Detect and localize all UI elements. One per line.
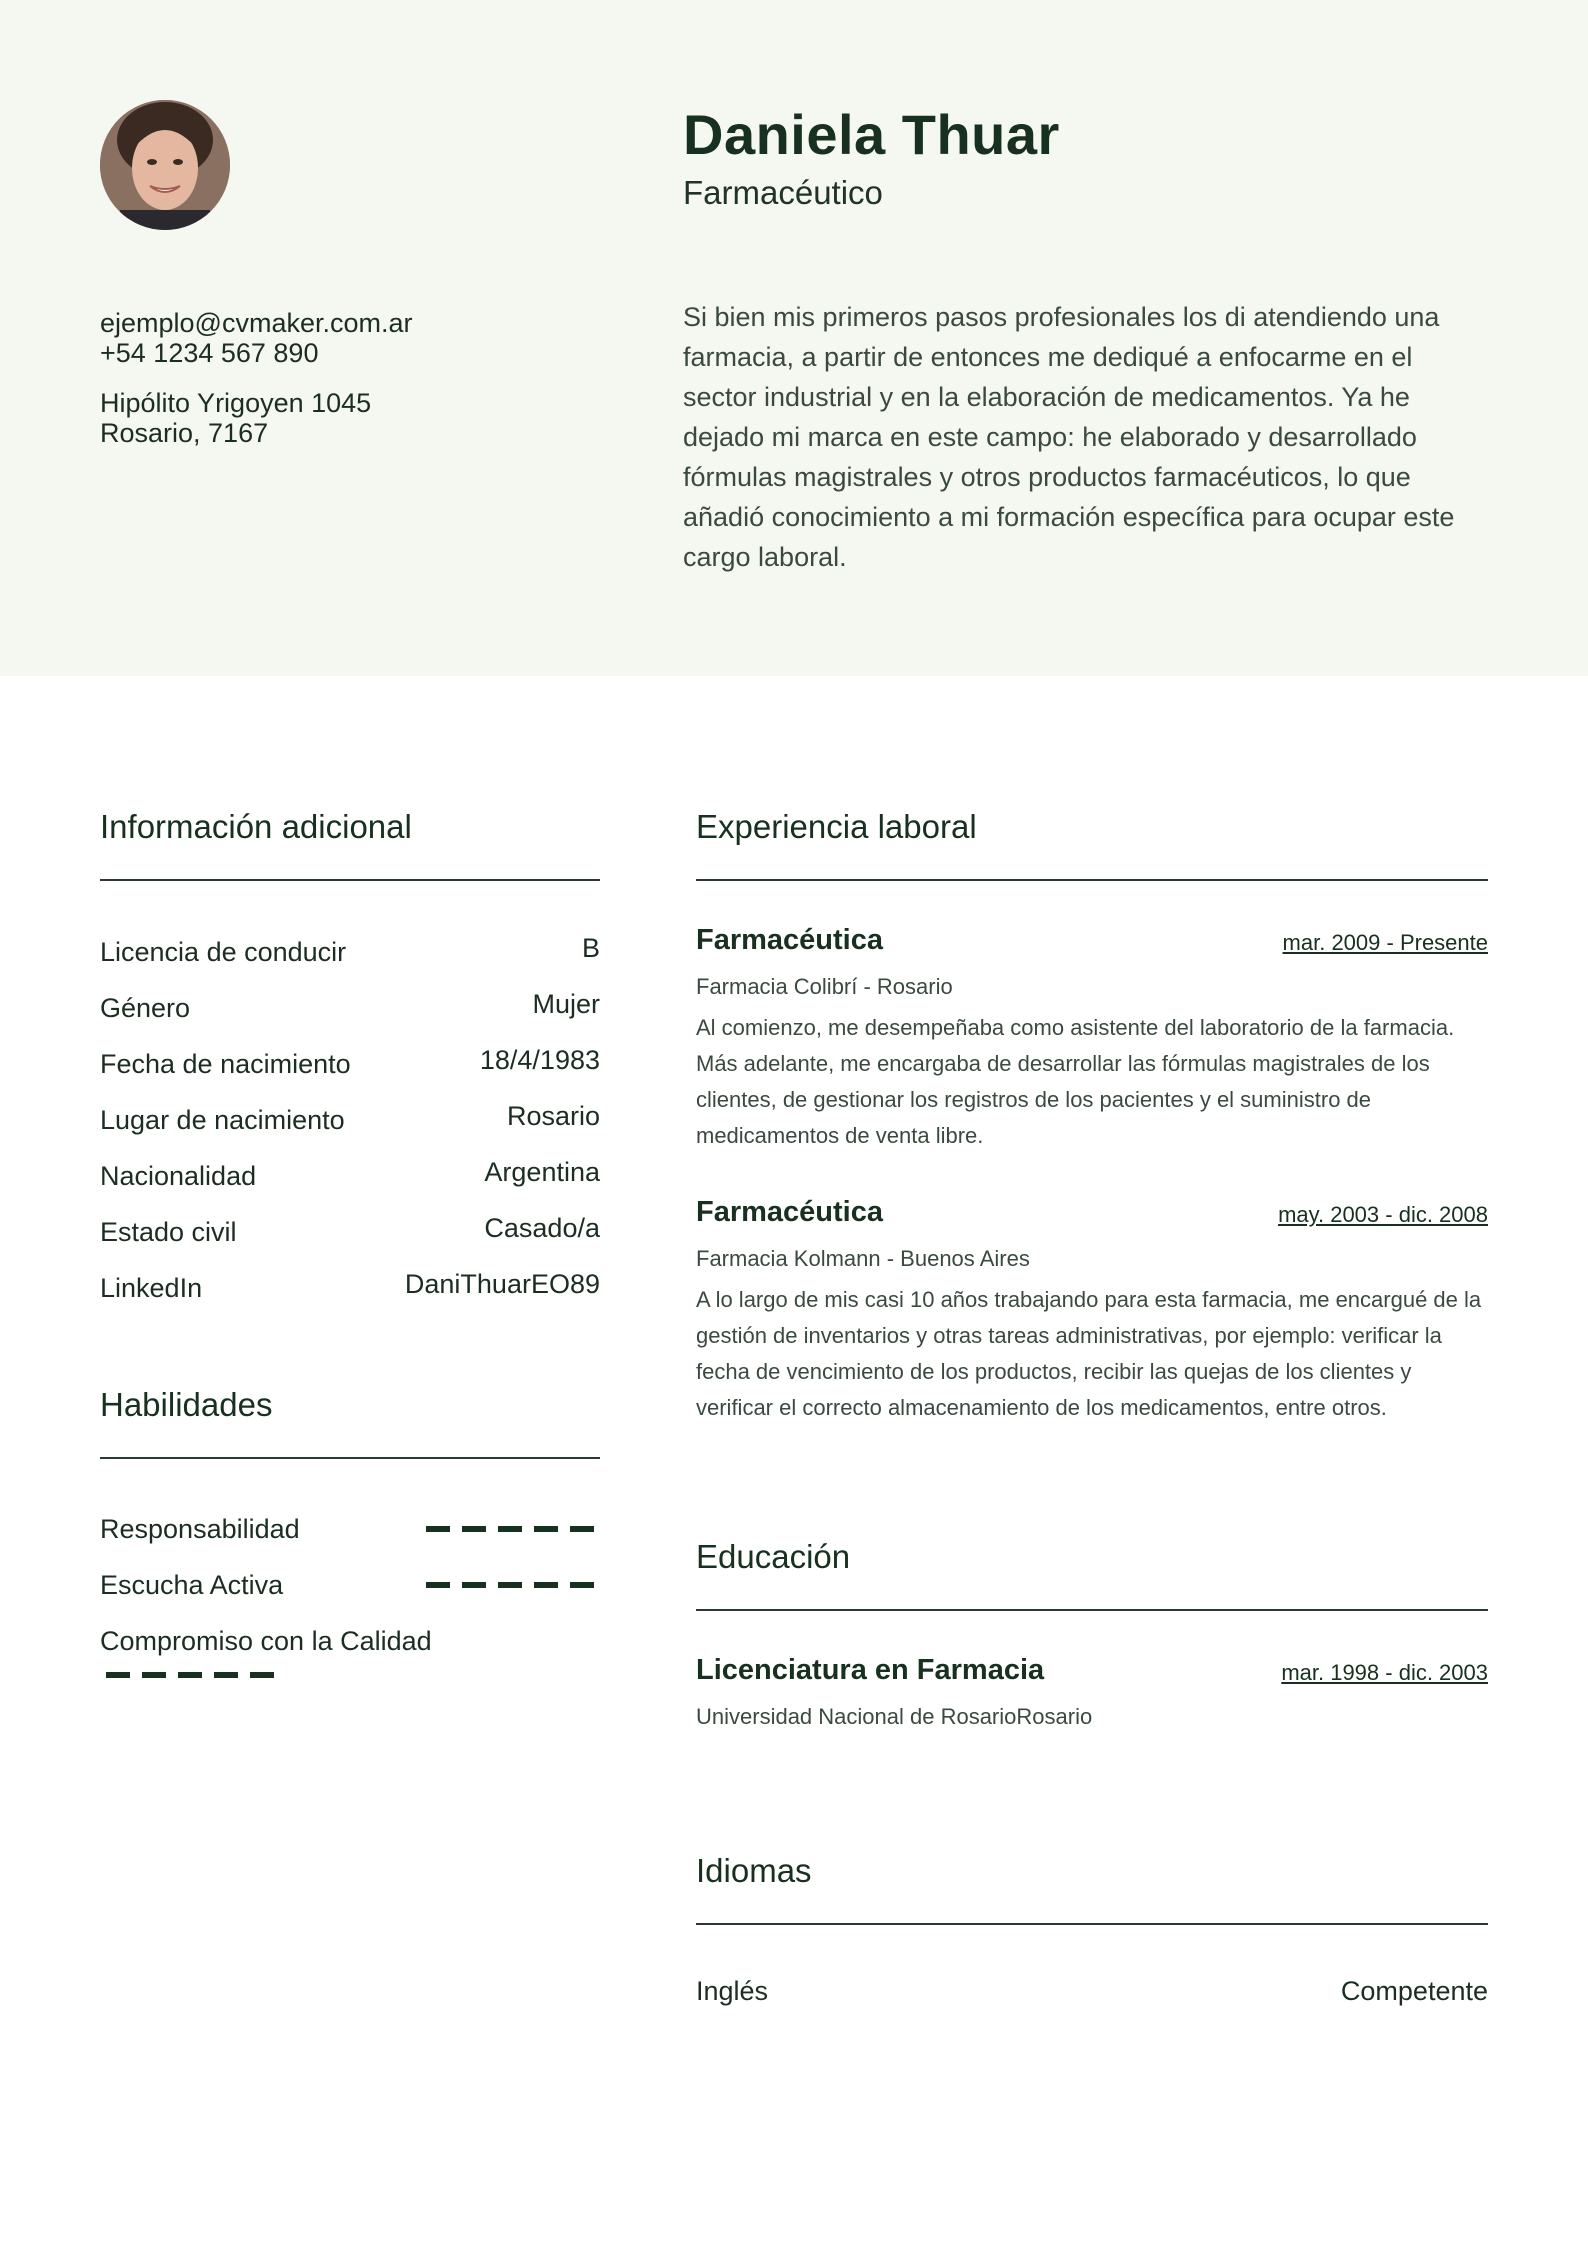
- skill-level-dash: [142, 1672, 166, 1678]
- job-title: Farmacéutica: [696, 924, 883, 956]
- education-date: mar. 1998 - dic. 2003: [1281, 1660, 1488, 1685]
- skill-label: Escucha Activa: [100, 1570, 284, 1600]
- info-label: Estado civil: [100, 1217, 237, 1247]
- job-company: Farmacia Colibrí - Rosario: [696, 974, 953, 999]
- skill-level-dash: [534, 1582, 558, 1588]
- education-divider: [696, 1609, 1488, 1611]
- skill-level-dash: [250, 1672, 274, 1678]
- avatar: [100, 100, 230, 230]
- job-company: Farmacia Kolmann - Buenos Aires: [696, 1246, 1030, 1271]
- job-description-line: medicamentos de venta libre.: [696, 1123, 984, 1148]
- experience-section-title: Experiencia laboral: [696, 808, 977, 845]
- skill-level-bar: [426, 1526, 594, 1532]
- skill-level-dash: [178, 1672, 202, 1678]
- education-school: Universidad Nacional de RosarioRosario: [696, 1704, 1093, 1729]
- skill-level-dash: [462, 1582, 486, 1588]
- education-section-title: Educación: [696, 1538, 851, 1575]
- language-level: Competente: [1340, 1976, 1488, 2006]
- info-value: Casado/a: [484, 1213, 600, 1243]
- skill-level-dash: [426, 1582, 450, 1588]
- job-description-line: fecha de vencimiento de los productos, recibir las quejas de los clientes y: [696, 1359, 1412, 1384]
- skill-level-dash: [462, 1526, 486, 1532]
- languages-divider: [696, 1923, 1488, 1925]
- info-value: Mujer: [532, 989, 600, 1019]
- info-label: Género: [100, 993, 191, 1023]
- job-description-line: A lo largo de mis casi 10 años trabajando para esta farmacia, me encargué de la: [696, 1287, 1482, 1312]
- experience-divider: [696, 879, 1488, 881]
- phone[interactable]: +54 1234 567 890: [100, 338, 319, 368]
- skill-label: Compromiso con la Calidad: [100, 1626, 432, 1656]
- languages-section-title: Idiomas: [696, 1852, 812, 1889]
- education-title: Licenciatura en Farmacia: [696, 1654, 1045, 1686]
- job-description: [696, 1282, 1496, 1426]
- contact-block: [100, 308, 413, 448]
- skill-level-dash: [498, 1526, 522, 1532]
- address-line-2: Rosario, 7167: [100, 418, 269, 448]
- skill-level-dash: [534, 1526, 558, 1532]
- job-description-line: gestión de inventarios y otras tareas administrativas, por ejemplo: verificar la: [696, 1323, 1442, 1348]
- job-date: mar. 2009 - Presente: [1282, 930, 1488, 955]
- info-label: Fecha de nacimiento: [100, 1049, 351, 1079]
- language-row: [696, 1976, 1488, 2007]
- linkedin-value[interactable]: DaniThuarEO89: [404, 1269, 600, 1299]
- info-divider: [100, 879, 600, 881]
- info-section-title: Información adicional: [100, 808, 412, 845]
- job-description-line: Más adelante, me encargaba de desarrollar las fórmulas magistrales de los: [696, 1051, 1430, 1076]
- info-value: Argentina: [484, 1157, 600, 1187]
- address-line-1: Hipólito Yrigoyen 1045: [100, 388, 372, 418]
- info-label: Licencia de conducir: [100, 937, 347, 967]
- skill-level-dash: [570, 1582, 594, 1588]
- skills-divider: [100, 1457, 600, 1459]
- info-label: Nacionalidad: [100, 1161, 257, 1191]
- job-description-line: verificar el correcto almacenamiento de los medicamentos, entre otros.: [696, 1395, 1387, 1420]
- info-value: Rosario: [506, 1101, 600, 1131]
- info-label: Lugar de nacimiento: [100, 1105, 345, 1135]
- profile-photo: [100, 100, 230, 230]
- skill-level-dash: [498, 1582, 522, 1588]
- skill-row: [100, 1626, 600, 1657]
- skill-level-bar: [426, 1582, 594, 1588]
- info-value: 18/4/1983: [479, 1045, 600, 1075]
- job-description-line: Al comienzo, me desempeñaba como asistente del laboratorio de la farmacia.: [696, 1015, 1455, 1040]
- skill-level-dash: [426, 1526, 450, 1532]
- skill-label: Responsabilidad: [100, 1514, 300, 1544]
- skill-level-bar: [106, 1672, 274, 1678]
- job-description: [696, 1010, 1496, 1154]
- candidate-role: Farmacéutico: [683, 174, 883, 211]
- candidate-name: Daniela Thuar: [683, 103, 1060, 166]
- email[interactable]: ejemplo@cvmaker.com.ar: [100, 308, 413, 338]
- language-label: Inglés: [696, 1976, 769, 2006]
- info-value: B: [581, 933, 600, 963]
- job-title: Farmacéutica: [696, 1196, 883, 1228]
- skills-section-title: Habilidades: [100, 1386, 273, 1423]
- skill-level-dash: [570, 1526, 594, 1532]
- skill-level-dash: [106, 1672, 130, 1678]
- info-label: LinkedIn: [100, 1273, 203, 1303]
- profile-summary: Si bien mis primeros pasos profesionales los di atendiendo una farmacia, a partir de entonces me dediqué a enfocarme en el sector industrial y en la elaboración de medicamentos. Ya he dejado mi marca en este campo: he elaborado y desarrollado fórmulas magistrales y otros productos farmacéuticos, lo que añadió conocimiento a mi formación específica para ocupar este cargo laboral.: [683, 302, 1455, 572]
- job-description-line: clientes, de gestionar los registros de los pacientes y el suministro de: [696, 1087, 1372, 1112]
- job-date: may. 2003 - dic. 2008: [1278, 1202, 1488, 1227]
- skill-level-dash: [214, 1672, 238, 1678]
